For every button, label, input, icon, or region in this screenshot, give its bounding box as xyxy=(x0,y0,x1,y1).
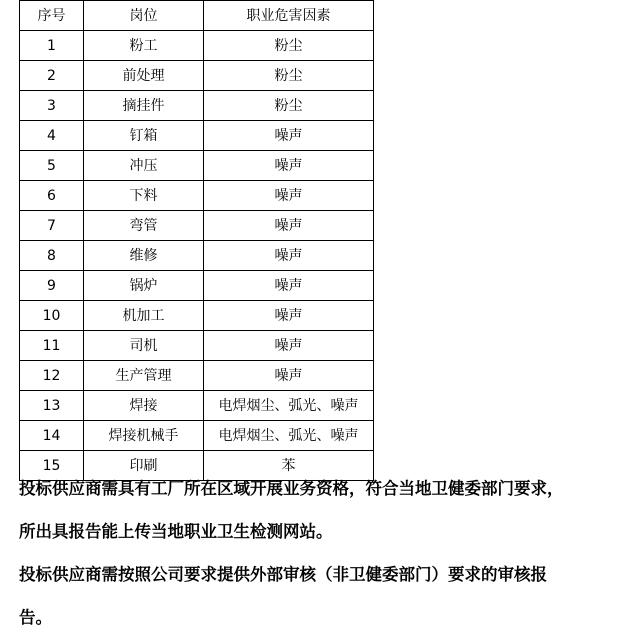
cell-serial-number: 1 xyxy=(20,31,84,61)
cell-hazard-factors: 粉尘 xyxy=(204,31,374,61)
cell-position: 印刷 xyxy=(84,451,204,481)
cell-serial-number: 4 xyxy=(20,121,84,151)
cell-hazard-factors: 噪声 xyxy=(204,241,374,271)
cell-hazard-factors: 噪声 xyxy=(204,151,374,181)
table-row xyxy=(20,151,374,181)
table-row xyxy=(20,331,374,361)
header-serial-number: 序号 xyxy=(20,1,84,31)
table-row xyxy=(20,181,374,211)
cell-serial-number: 12 xyxy=(20,361,84,391)
cell-serial-number: 7 xyxy=(20,211,84,241)
table-row xyxy=(20,391,374,421)
table-body xyxy=(20,31,374,481)
table-row xyxy=(20,241,374,271)
cell-hazard-factors: 粉尘 xyxy=(204,91,374,121)
header-position: 岗位 xyxy=(84,1,204,31)
requirements-text xyxy=(19,478,619,628)
cell-position: 钉箱 xyxy=(84,121,204,151)
cell-position: 锅炉 xyxy=(84,271,204,301)
cell-position: 弯管 xyxy=(84,211,204,241)
table-row xyxy=(20,271,374,301)
table-row xyxy=(20,301,374,331)
requirement-line-2: 所出具报告能上传当地职业卫生检测网站。 xyxy=(19,522,333,541)
requirement-line-3: 投标供应商需按照公司要求提供外部审核（非卫健委部门）要求的审核报 xyxy=(19,565,547,584)
cell-position: 摘挂件 xyxy=(84,91,204,121)
cell-hazard-factors: 噪声 xyxy=(204,211,374,241)
cell-serial-number: 3 xyxy=(20,91,84,121)
table-row xyxy=(20,361,374,391)
table-row xyxy=(20,91,374,121)
table-header-row xyxy=(20,1,374,31)
cell-hazard-factors: 电焊烟尘、弧光、噪声 xyxy=(204,391,374,421)
cell-serial-number: 2 xyxy=(20,61,84,91)
cell-position: 前处理 xyxy=(84,61,204,91)
cell-serial-number: 6 xyxy=(20,181,84,211)
cell-position: 粉工 xyxy=(84,31,204,61)
cell-position: 焊接机械手 xyxy=(84,421,204,451)
header-hazard-factors: 职业危害因素 xyxy=(204,1,374,31)
cell-position: 司机 xyxy=(84,331,204,361)
table-row xyxy=(20,31,374,61)
cell-position: 下料 xyxy=(84,181,204,211)
cell-serial-number: 8 xyxy=(20,241,84,271)
cell-position: 冲压 xyxy=(84,151,204,181)
cell-hazard-factors: 噪声 xyxy=(204,121,374,151)
table-row xyxy=(20,451,374,481)
table-row xyxy=(20,121,374,151)
cell-serial-number: 13 xyxy=(20,391,84,421)
cell-serial-number: 5 xyxy=(20,151,84,181)
cell-hazard-factors: 噪声 xyxy=(204,361,374,391)
cell-position: 维修 xyxy=(84,241,204,271)
cell-serial-number: 11 xyxy=(20,331,84,361)
cell-serial-number: 9 xyxy=(20,271,84,301)
cell-serial-number: 14 xyxy=(20,421,84,451)
table-row xyxy=(20,421,374,451)
table-row xyxy=(20,61,374,91)
cell-hazard-factors: 苯 xyxy=(204,451,374,481)
cell-hazard-factors: 噪声 xyxy=(204,181,374,211)
cell-position: 生产管理 xyxy=(84,361,204,391)
cell-hazard-factors: 噪声 xyxy=(204,301,374,331)
cell-serial-number: 10 xyxy=(20,301,84,331)
cell-hazard-factors: 噪声 xyxy=(204,271,374,301)
requirement-line-1: 投标供应商需具有工厂所在区域开展业务资格，符合当地卫健委部门要求， xyxy=(19,479,564,498)
occupational-hazard-table xyxy=(19,0,374,481)
cell-position: 机加工 xyxy=(84,301,204,331)
cell-hazard-factors: 噪声 xyxy=(204,331,374,361)
cell-hazard-factors: 电焊烟尘、弧光、噪声 xyxy=(204,421,374,451)
cell-position: 焊接 xyxy=(84,391,204,421)
requirement-line-4: 告。 xyxy=(19,608,52,627)
cell-serial-number: 15 xyxy=(20,451,84,481)
table-row xyxy=(20,211,374,241)
cell-hazard-factors: 粉尘 xyxy=(204,61,374,91)
